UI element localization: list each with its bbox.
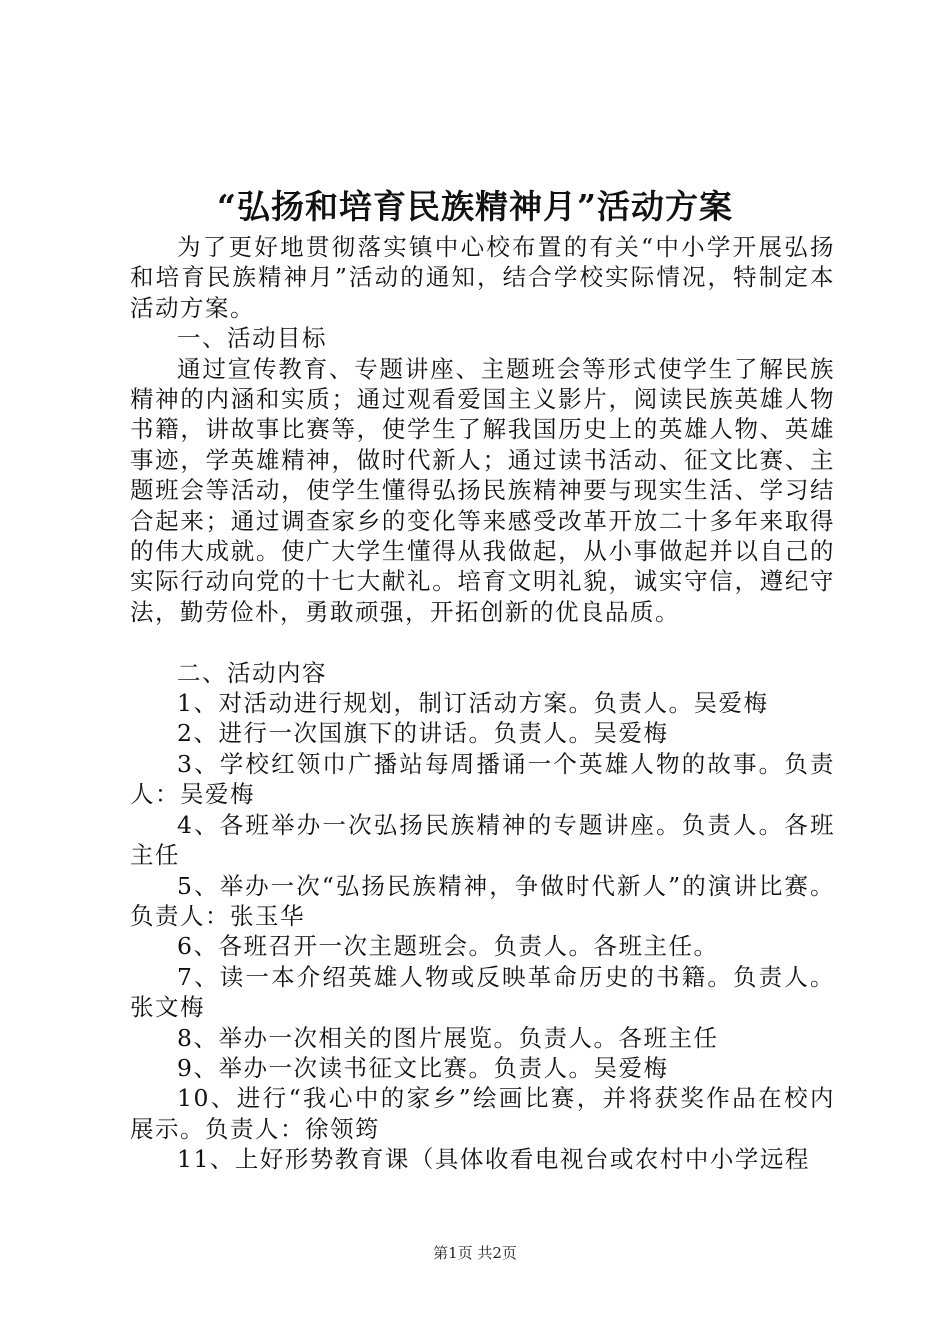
section-heading-goals: 一、活动目标 bbox=[177, 324, 327, 353]
content-item: 11、上好形势教育课（具体收看电视台或农村中小学远程 bbox=[177, 1145, 810, 1174]
content-item: 10、进行“我心中的家乡”绘画比赛，并将获奖作品在校内展示。负责人：徐领筠 bbox=[130, 1084, 835, 1143]
content-item: 8、举办一次相关的图片展览。负责人。各班主任 bbox=[177, 1023, 719, 1052]
goals-paragraph: 通过宣传教育、专题讲座、主题班会等形式使学生了解民族精神的内涵和实质；通过观看爱国主义影片，阅读民族英雄人物书籍，讲故事比赛等，使学生了解我国历史上的英雄人物、英雄事迹，学英雄精神，做时代新人；通过读书活动、征文比赛、主题班会等活动，使学生懂得弘扬民族精神要与现实生活、学习结合起来；通过调查家乡的变化等来感受改革开放二十多年来取得的伟大成就。使广大学生懂得从我做起，从小事做起并以自己的实际行动向党的十七大献礼。培育文明礼貌，诚实守信，遵纪守法，勤劳俭朴，勇敢顽强，开拓创新的优良品质。 bbox=[130, 354, 835, 626]
content-item: 2、进行一次国旗下的讲话。负责人。吴爱梅 bbox=[177, 719, 669, 748]
content-item: 1、对活动进行规划，制订活动方案。负责人。吴爱梅 bbox=[177, 689, 769, 718]
blank-line bbox=[130, 627, 835, 657]
content-item: 4、各班举办一次弘扬民族精神的专题讲座。负责人。各班主任 bbox=[130, 810, 835, 870]
document-body bbox=[130, 232, 835, 1175]
content-item: 7、读一本介绍英雄人物或反映革命历史的书籍。负责人。张文梅 bbox=[130, 962, 835, 1022]
content-item: 5、举办一次“弘扬民族精神，争做时代新人”的演讲比赛。负责人：张玉华 bbox=[130, 871, 835, 930]
content-item: 3、学校红领巾广播站每周播诵一个英雄人物的故事。负责人：吴爱梅 bbox=[130, 749, 835, 809]
content-item: 6、各班召开一次主题班会。负责人。各班主任。 bbox=[177, 932, 719, 961]
page-footer: 第1页 共2页 bbox=[433, 1244, 517, 1262]
content-item: 9、举办一次读书征文比赛。负责人。吴爱梅 bbox=[177, 1053, 669, 1082]
intro-paragraph: 为了更好地贯彻落实镇中心校布置的有关“中小学开展弘扬和培育民族精神月”活动的通知，结合学校实际情况，特制定本活动方案。 bbox=[130, 233, 835, 322]
document-title: “弘扬和培育民族精神月”活动方案 bbox=[217, 187, 733, 226]
section-heading-content: 二、活动内容 bbox=[177, 658, 327, 687]
